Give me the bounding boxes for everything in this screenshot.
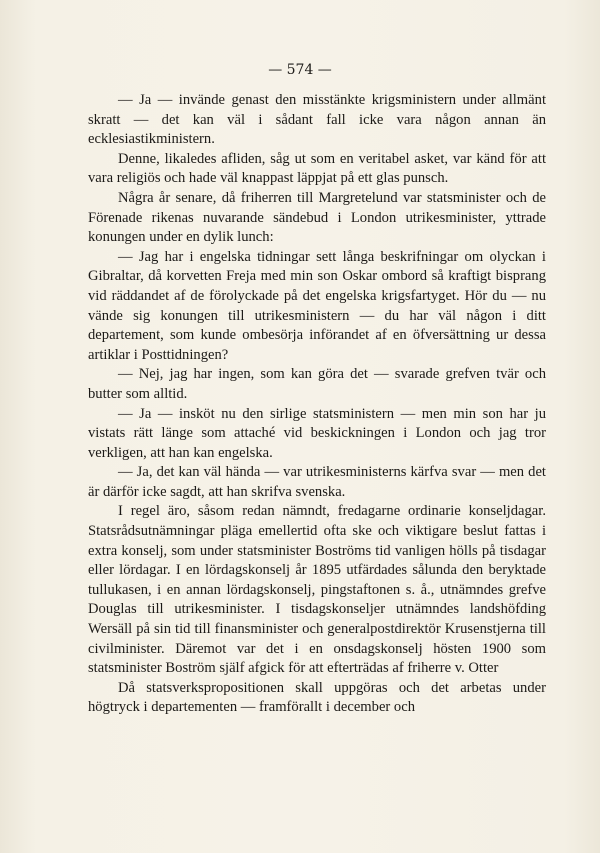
page-number: — 574 — — [268, 62, 332, 78]
paragraph: — Ja — invände genast den misstänkte krigsministern under allmänt skratt — det kan väl i sådant fall icke vara någon annan än ecklesiastikministern. — [88, 92, 546, 148]
paragraph: Denne, likaledes afliden, såg ut som en veritabel asket, var känd för att vara religiös och hade väl knappast läppjat på ett glas punsch. — [88, 150, 546, 187]
paragraph: — Nej, jag har ingen, som kan göra det — svarade grefven tvär och butter som alltid. — [88, 366, 546, 402]
paragraph: — Ja — insköt nu den sirlige statsministern — men min son har ju vistats rätt länge som attaché vid beskickningen i London och jag tror verkligen, att han kan engelska. — [88, 405, 546, 461]
paragraph: Några år senare, då friherren till Margretelund var statsminister och de Förenade rikenas nuvarande sändebud i London utrikesminister, yttrade konungen under en dylik lunch: — [88, 189, 546, 246]
paragraph: — Jag har i engelska tidningar sett långa beskrifningar om olyckan i Gibraltar, då korvetten Freja med min son Oskar ombord så kraftigt bisprang vid räddandet af de förolyckade på det engelska krigsfartyget. Hör du — nu vände sig konungen till utrikesministern — du har väl någon i ditt departement, som kunde ombesörja införandet af en öfversättning ur dessa artiklar i Posttidningen? — [88, 248, 546, 363]
body-text — [88, 91, 546, 718]
paragraph: — Ja, det kan väl hända — var utrikesministerns kärfva svar — men det är därför icke sagdt, att han skrifva svenska. — [88, 464, 546, 500]
paragraph: I regel äro, såsom redan nämndt, fredagarne ordinarie konseljdagar. Statsrådsutnämningar pläga emellertid ofta ske och viktigare beslut fattas i extra konselj, som under statsminister Boströms tid vanligen hölls på tisdagar eller lördagar. I en lördagskonselj år 1895 utfärdades sålunda den beryktade tullukasen, i en annan lördagskonselj, pingstaftonen s. å., utnämndes grefve Douglas till utrikesminister. I tisdagskonseljer utnämndes landshöfding Wersäll på sin tid till finansminister och generalpostdirektör Krusenstjerna till civilminister. Däremot var det i en onsdagskonselj hösten 1900 som statsminister Boström själf afgick för att efterträdas af friherre v. Otter — [88, 503, 546, 677]
paragraph: Då statsverkspropositionen skall uppgöras och det arbetas under högtryck i departementen — framförallt i december och — [88, 679, 546, 716]
